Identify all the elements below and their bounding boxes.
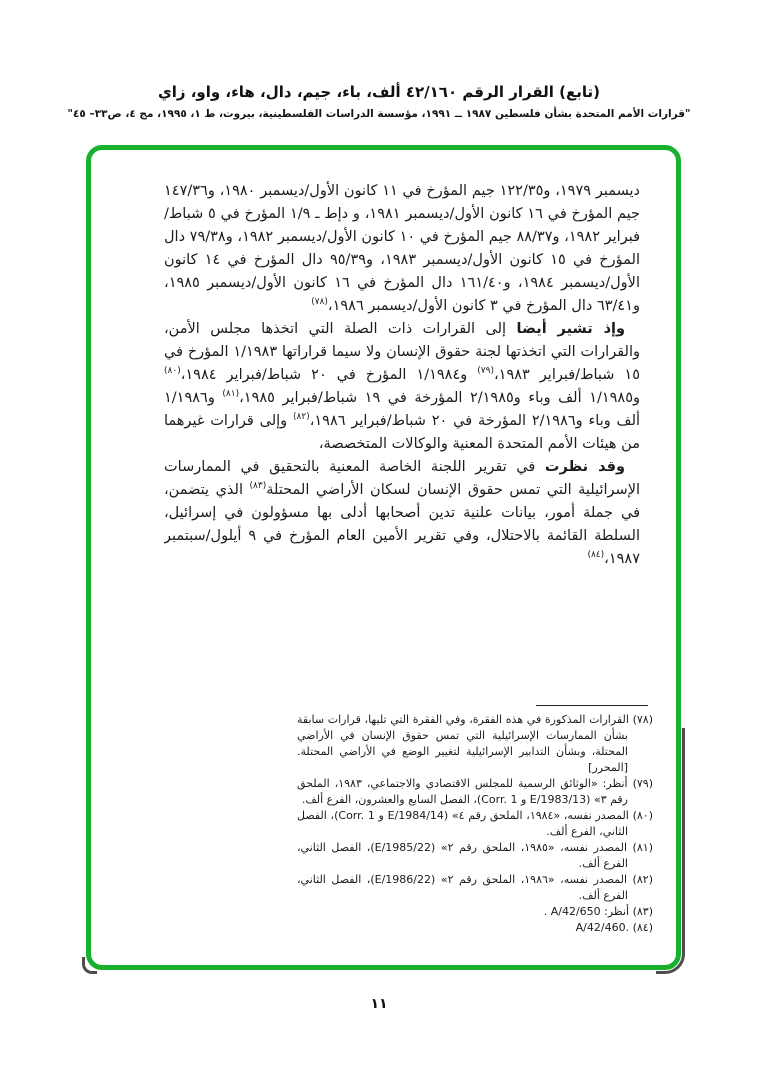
footnote [297, 904, 653, 920]
footnote-separator [536, 705, 648, 706]
paragraph-lead-bold: وقد نظرت [544, 459, 626, 475]
footnote-ref: (٨٣) [249, 481, 267, 491]
paragraph-text: ديسمبر ١٩٧٩، و١٢٢/٣٥ جيم المؤرخ في ١١ كانون الأول/ديسمبر ١٩٨٠، و١٤٧/٣٦ جيم المؤرخ في ١٦ كانون الأول/ديسمبر ١٩٨١، و دإط ـ ١/٩ المؤرخ في ٥ شباط/فبراير ١٩٨٢، و٨٨/٣٧ جيم المؤرخ في ١٠ كانون الأول/ديسمبر ١٩٨٢، و٧٩/٣٨ دال المؤرخ في ١٥ كانون الأول/ديسمبر ١٩٨٣، و٩٥/٣٩ دال المؤرخ في ١٤ كانون الأول/ديسمبر ١٩٨٤، و١٦١/٤٠ دال المؤرخ في ١٦ كانون الأول/ديسمبر ١٩٨٥، و٦٣/٤١ دال المؤرخ في ٣ كانون الأول/ديسمبر ١٩٨٦، [164, 183, 640, 314]
footnote-text: أنظر: «الوثائق الرسمية للمجلس الاقتصادي والاجتماعي، ١٩٨٣، الملحق رقم ٣» (E/1983/13 و Corr. 1)، الفصل السابع والعشرون، الفرع ألف. [297, 777, 628, 806]
footnote-number: (٨٠) [628, 809, 653, 822]
paragraph-text: و١/١٩٨٤ المؤرخ في ٢٠ شباط/فبراير ١٩٨٤، [180, 367, 478, 383]
footnote-ref: (٨٠) [164, 366, 181, 376]
footnote-text: أنظر: A/42/650 . [543, 905, 630, 918]
footnote-ref: (٧٨) [311, 297, 328, 307]
footnote [297, 872, 653, 904]
footnote [297, 808, 653, 840]
footnote [297, 712, 653, 776]
paragraph-text: في تقرير اللجنة الخاصة المعنية بالتحقيق في الممارسات الإسرائيلية التي تمس حقوق الإنسان لسكان الأراضي المحتلة [164, 459, 640, 498]
footnote-number: (٨٤) [629, 921, 653, 934]
page-title: (تابع) القرار الرقم ٤٢/١٦٠ ألف، باء، جيم، دال، هاء، واو، زاي [157, 83, 601, 101]
body-paragraph [164, 180, 640, 318]
paragraph-text: وإلى قرارات غيرهما من هيئات الأمم المتحدة المعنية والوكالات المتخصصة، [164, 413, 640, 452]
source-citation-line: "قرارات الأمم المتحدة بشأن فلسطين ١٩٨٧ ــ ١٩٩١، مؤسسة الدراسات الفلسطينية، بيروت، ط ١، ١٩٩٥، مج ٤، ص٣٣– ٤٥" [67, 108, 691, 120]
body-paragraph [164, 456, 640, 571]
footnote-number: (٧٨) [628, 713, 653, 726]
footnote-ref: (٨٢) [293, 412, 310, 422]
footnote [297, 776, 653, 808]
paragraph-text: إلى القرارات ذات الصلة التي اتخذها مجلس الأمن، والقرارات التي اتخذتها لجنة حقوق الإنسان ولا سيما قراراتها ١/١٩٨٣ المؤرخ في ١٥ شباط/فبراير ١٩٨٣، [164, 321, 640, 383]
footnote-text: المصدر نفسه، «١٩٨٦، الملحق رقم ٢» (E/1986/22)، الفصل الثاني، الفرع ألف. [297, 873, 628, 902]
body-text [164, 180, 640, 702]
footnote-number: (٨١) [627, 841, 653, 854]
footnote-ref: (٧٩) [477, 366, 494, 376]
footnote-text: القرارات المذكورة في هذه الفقرة، وفي الفقرة التي تليها، قرارات سابقة بشأن الممارسات الإسرائيلية التي تمس حقوق الإنسان في الأراضي المحتلة، وبشأن التدابير الإسرائيلية لتغيير الوضع في الأراضي المحتلة. [المحرر] [297, 713, 629, 774]
paragraph-lead-bold: وإذ تشير أيضا [516, 321, 625, 337]
footnote [297, 920, 653, 936]
footnote-text: المصدر نفسه، «١٩٨٤، الملحق رقم ٤» (E/1984/14 و Corr. 1)، الفصل الثاني، الفرع ألف. [297, 809, 629, 838]
footnote-number: (٨٣) [629, 905, 653, 918]
footnote-number: (٧٩) [627, 777, 653, 790]
footnote-text: A/42/460.‎ [575, 921, 630, 934]
body-paragraph [164, 318, 640, 456]
page-number: ١١ [370, 996, 388, 1012]
footnote-number: (٨٢) [627, 873, 653, 886]
footnote-ref: (٨٤) [587, 550, 605, 560]
paragraph-text: الذي يتضمن، في جملة أمور، بيانات علنية تدين أصحابها أدلى بها مسؤولون في إسرائيل، السلطة القائمة بالاحتلال، وفي تقرير الأمين العام المؤرخ في ٩ أيلول/سبتمبر ١٩٨٧، [164, 482, 640, 567]
footnotes-list [297, 712, 653, 936]
paragraph-text: و١/١٩٨٦ ألف وباء و٢/١٩٨٦ المؤرخة في ٢٠ شباط/فبراير ١٩٨٦، [164, 390, 640, 429]
footnote [297, 840, 653, 872]
paragraph-text: و١/١٩٨٥ ألف وباء و٢/١٩٨٥ المؤرخة في ١٩ شباط/فبراير ١٩٨٥، [239, 390, 640, 406]
footnote-ref: (٨١) [222, 389, 240, 399]
content-frame [86, 145, 681, 970]
footnote-text: المصدر نفسه، «١٩٨٥، الملحق رقم ٢» (E/1985/22)، الفصل الثاني، الفرع ألف. [297, 841, 628, 870]
